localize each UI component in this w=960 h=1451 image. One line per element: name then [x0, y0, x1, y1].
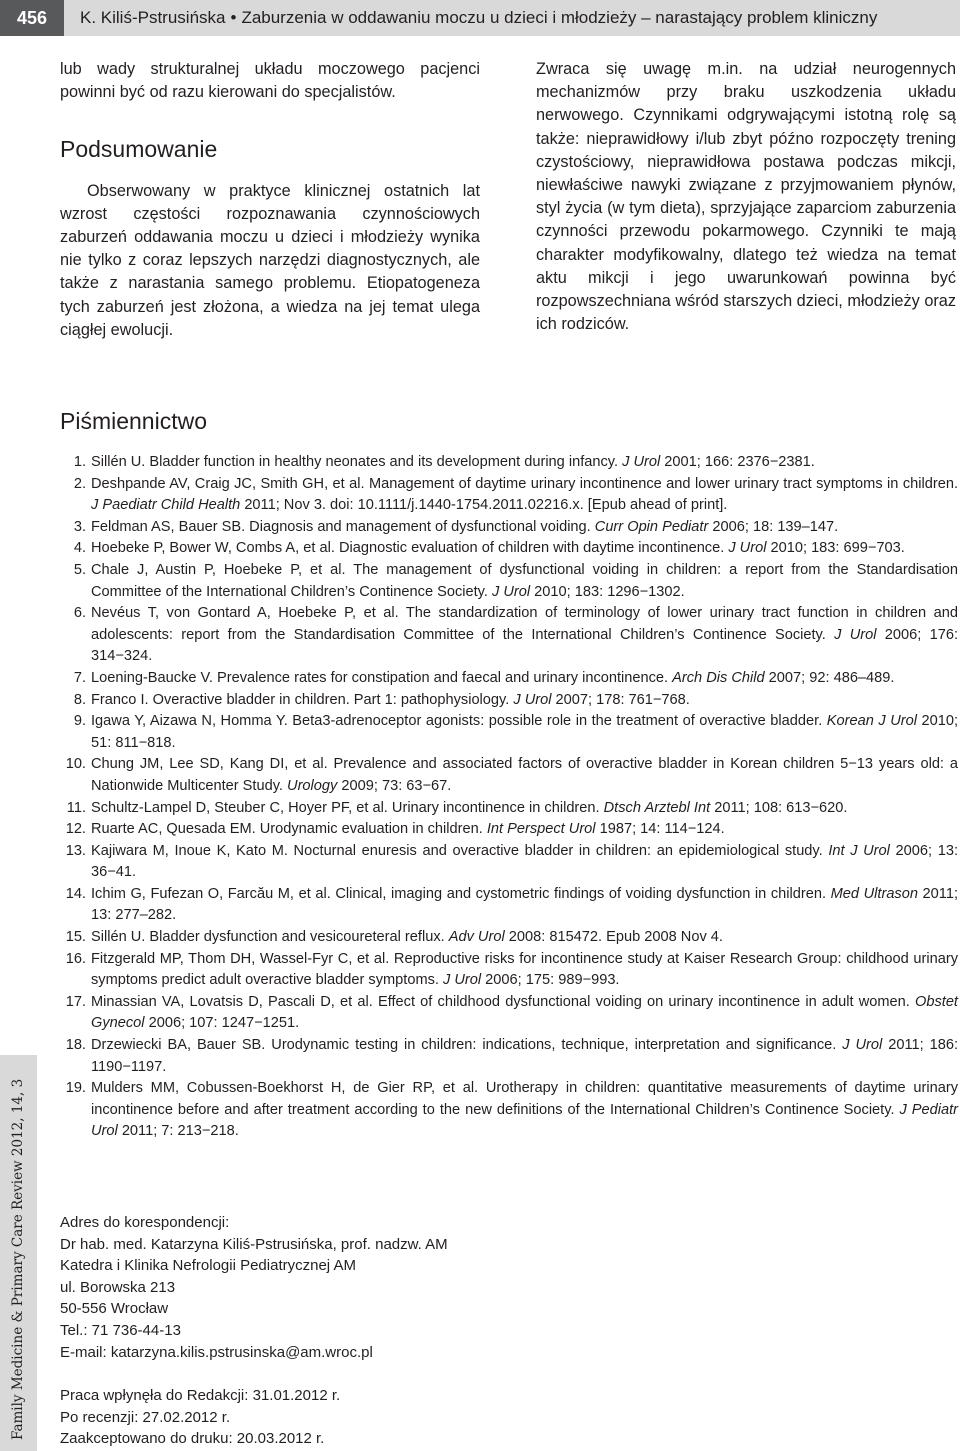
reference-citation: Sillén U. Bladder function in healthy neonates and its development during infancy.	[91, 454, 623, 470]
reference-number: 16.	[65, 950, 86, 967]
reference-journal: Arch Dis Child	[672, 669, 765, 686]
reference-citation: Loening-Baucke V. Prevalence rates for constipation and faecal and urinary incontinence.	[91, 669, 673, 686]
reference-details: 2011; 13: 277–282.	[91, 885, 958, 924]
reference-item	[60, 1078, 958, 1143]
reference-number: 14.	[65, 885, 86, 902]
running-head-bullet: •	[230, 8, 237, 27]
reference-text	[91, 560, 958, 603]
reference-journal: Korean J Urol	[826, 713, 917, 730]
reference-citation: Chale J, Austin P, Hoebeke P, et al. The management of dysfunctional voiding in children: a report from the Standardisation Committee of the International Children’s Continence Society.	[91, 561, 958, 600]
reference-citation: Schultz-Lampel D, Steuber C, Hoyer PF, et al. Urinary incontinence in children.	[91, 799, 604, 816]
left-column	[60, 58, 480, 342]
correspondence-line: 50-556 Wrocław	[60, 1300, 169, 1318]
summary-paragraph: Obserwowany w praktyce klinicznej ostatnich lat wzrost częstości rozpoznawania czynnościowych zaburzeń oddawania moczu u dzieci i młodzieży wynika nie tylko z coraz lepszych narzędzi diagnostycznych, ale także z narastania samego problemu. Etiopatogeneza tych zaburzeń jest złożona, a wiedza na jej temat ulega ciągłej ewolucji.	[60, 181, 480, 339]
running-head	[64, 0, 960, 36]
correspondence-line: Tel.: 71 736-44-13	[60, 1321, 181, 1339]
reference-details: 2009; 73: 63−67.	[337, 777, 452, 794]
reference-number: 17.	[65, 993, 86, 1010]
reference-journal: Int Perspect Urol	[486, 821, 596, 838]
reference-item	[60, 1035, 958, 1078]
reference-citation: Igawa Y, Aizawa N, Homma Y. Beta3-adrenoceptor agonists: possible role in the treatment of overactive bladder.	[91, 713, 827, 730]
references-heading: Piśmiennictwo	[60, 408, 207, 434]
summary-heading: Podsumowanie	[60, 136, 218, 163]
page-number: 456	[0, 0, 64, 36]
reference-item	[60, 841, 958, 884]
right-column	[536, 58, 956, 336]
reference-journal: Int J Urol	[828, 842, 890, 859]
reference-item	[60, 927, 958, 949]
reference-number: 15.	[65, 929, 86, 946]
reference-item	[60, 603, 958, 668]
reference-citation: Fitzgerald MP, Thom DH, Wassel-Fyr C, et al. Reproductive risks for incontinence study at Kaiser Research Group: childhood urinary symptoms predict adult overactive bladder symptoms.	[91, 950, 958, 989]
running-head-title: Zaburzenia w oddawaniu moczu u dzieci i młodzieży – narastający problem kliniczny	[241, 8, 878, 27]
reference-citation: Drzewiecki BA, Bauer SB. Urodynamic testing in children: indications, technique, interpretation and significance.	[91, 1037, 843, 1054]
reference-number: 9.	[73, 713, 86, 730]
reference-text	[91, 949, 958, 992]
correspondence-line: Dr hab. med. Katarzyna Kiliś-Pstrusińska, prof. nadzw. AM	[60, 1235, 448, 1253]
reference-text	[91, 992, 958, 1035]
correspondence-line: ul. Borowska 213	[60, 1278, 176, 1296]
date-line: Zaakceptowano do druku: 20.03.2012 r.	[60, 1430, 325, 1448]
reference-journal: Med Ultrason	[830, 885, 918, 902]
reference-details: 2011; Nov 3. doi: 10.1111/j.1440-1754.2011.02216.x. [Epub ahead of print].	[240, 497, 728, 514]
reference-citation: Mulders MM, Cobussen-Boekhorst H, de Gier RP, et al. Urotherapy in children: quantitative measurements of daytime urinary incontinence before and after treatment according to the new definitions of the International Children’s Continence Society.	[91, 1080, 958, 1118]
reference-details: 2010; 51: 811−818.	[91, 713, 958, 751]
reference-text	[91, 690, 958, 712]
correspondence-line: E-mail: katarzyna.kilis.pstrusinska@am.wroc.pl	[60, 1343, 373, 1361]
reference-details: 2007; 178: 761−768.	[551, 691, 690, 708]
reference-citation: Franco I. Overactive bladder in children. Part 1: pathophysiology.	[91, 691, 514, 708]
reference-text	[91, 668, 958, 690]
reference-item	[60, 474, 958, 517]
reference-number: 19.	[65, 1080, 86, 1097]
reference-details: 2010; 183: 699−703.	[766, 540, 905, 557]
reference-item	[60, 798, 958, 820]
reference-journal: J Urol	[842, 1037, 883, 1054]
reference-item	[60, 560, 958, 603]
reference-journal: J Urol	[443, 972, 482, 989]
date-line: Praca wpłynęła do Redakcji: 31.01.2012 r.	[60, 1387, 341, 1404]
reference-item	[60, 517, 958, 539]
correspondence-line: Katedra i Klinika Nefrologii Pediatrycznej AM	[60, 1257, 356, 1275]
reference-citation: Chung JM, Lee SD, Kang DI, et al. Prevalence and associated factors of overactive bladder in Korean children 5−13 years old: a Nationwide Multicenter Study.	[91, 756, 958, 794]
reference-journal: J Paediatr Child Health	[91, 497, 241, 514]
reference-citation: Feldman AS, Bauer SB. Diagnosis and management of dysfunctional voiding.	[91, 518, 595, 535]
reference-details: 2011; 7: 213−218.	[117, 1123, 239, 1140]
reference-text	[91, 1078, 958, 1143]
reference-journal: Adv Urol	[448, 929, 505, 946]
reference-number: 13.	[65, 842, 86, 859]
reference-item	[60, 819, 958, 841]
reference-number: 2.	[73, 475, 86, 492]
journal-sidebar-label: Family Medicine & Primary Care Review 2012, 14, 3	[10, 1078, 26, 1440]
references-list	[60, 452, 958, 1143]
reference-number: 11.	[66, 799, 86, 816]
intro-paragraph: lub wady strukturalnej układu moczowego pacjenci powinni być od razu kierowani do specjalistów.	[60, 60, 480, 102]
reference-details: 2006; 18: 139–147.	[708, 518, 839, 535]
reference-journal: Obstet Gynecol	[91, 993, 958, 1032]
reference-journal: J Pediatr Urol	[91, 1101, 959, 1140]
reference-journal: Curr Opin Pediatr	[594, 518, 709, 535]
reference-journal: J Urol	[513, 691, 552, 708]
reference-citation: Kajiwara M, Inoue K, Kato M. Nocturnal enuresis and overactive bladder in children: an epidemiological study.	[91, 842, 829, 859]
reference-details: 2010; 183: 1296−1302.	[530, 583, 685, 600]
reference-text	[91, 1035, 958, 1078]
reference-details: 2001; 166: 2376−2381.	[660, 454, 815, 470]
reference-details: 2008: 815472. Epub 2008 Nov 4.	[504, 929, 723, 946]
date-line: Po recenzji: 27.02.2012 r.	[60, 1408, 231, 1426]
reference-item	[60, 668, 958, 690]
correspondence-block	[60, 1212, 660, 1363]
reference-number: 6.	[73, 605, 86, 622]
reference-text	[91, 474, 958, 517]
reference-text	[91, 517, 958, 539]
reference-journal: J Urol	[728, 540, 767, 557]
reference-text	[91, 841, 958, 884]
reference-details: 2007; 92: 486–489.	[764, 669, 895, 686]
reference-details: 2006; 13: 36−41.	[91, 842, 958, 881]
reference-citation: Deshpande AV, Craig JC, Smith GH, et al. Management of daytime urinary incontinence and lower urinary tract symptoms in children.	[91, 475, 958, 492]
reference-number: 7.	[73, 669, 86, 686]
reference-item	[60, 711, 958, 754]
reference-details: 2006; 107: 1247−1251.	[144, 1015, 300, 1032]
reference-number: 12.	[65, 821, 86, 838]
reference-item	[60, 690, 958, 712]
reference-number: 18.	[65, 1037, 86, 1054]
reference-details: 2006; 175: 989−993.	[481, 972, 620, 989]
reference-item	[60, 538, 958, 560]
reference-text	[91, 819, 958, 841]
reference-journal: J Urol	[834, 626, 877, 643]
reference-details: 2011; 108: 613−620.	[710, 799, 848, 816]
reference-details: 1987; 14: 114−124.	[595, 821, 725, 838]
reference-details: 2006; 176: 314−324.	[91, 626, 958, 665]
reference-item	[60, 754, 958, 797]
reference-citation: Nevéus T, von Gontard A, Hoebeke P, et al. The standardization of terminology of lower urinary tract function in children and adolescents: report from the Standardisation Committee of the International Children’s Continence Society.	[91, 605, 958, 643]
reference-text	[91, 538, 958, 560]
reference-journal: J Urol	[492, 583, 531, 600]
reference-text	[91, 754, 958, 797]
reference-text	[91, 603, 958, 668]
reference-journal: J Urol	[622, 454, 661, 470]
right-paragraph: Zwraca się uwagę m.in. na udział neurogennych mechanizmów przy braku uszkodzenia układu nerwowego. Czynnikami odgrywającymi istotną rolę są także: nieprawidłowy i/lub zbyt późno rozpoczęty trening czystościowy, nieprawidłowa postawa podczas mikcji, niewłaściwe nawyki związane z przyjmowaniem płynów, styl życia (w tym dieta), sprzyjające zaparciom zaburzenia czynności przewodu pokarmowego. Czynniki te mają charakter modyfikowalny, dlatego też wiedza na temat aktu mikcji i jego uwarunkowań powinna być rozpowszechniana wśród starszych dzieci, młodzieży oraz ich rodziców.	[536, 60, 956, 334]
reference-citation: Minassian VA, Lovatsis D, Pascali D, et al. Effect of childhood dysfunctional voiding on urinary incontinence in adult women.	[91, 993, 915, 1010]
reference-number: 3.	[73, 518, 86, 535]
reference-number: 1.	[73, 454, 86, 470]
reference-journal: Urology	[287, 777, 338, 794]
reference-text	[91, 452, 958, 474]
reference-number: 4.	[73, 540, 86, 557]
dates-block	[60, 1385, 660, 1450]
reference-item	[60, 992, 958, 1035]
reference-item	[60, 452, 958, 474]
reference-item	[60, 884, 958, 927]
reference-text	[91, 711, 958, 754]
reference-citation: Ichim G, Fufezan O, Farcău M, et al. Clinical, imaging and cystometric findings of voiding dysfunction in children.	[91, 885, 831, 902]
reference-text	[91, 798, 958, 820]
reference-number: 8.	[73, 691, 86, 708]
reference-citation: Hoebeke P, Bower W, Combs A, et al. Diagnostic evaluation of children with daytime incontinence.	[91, 540, 729, 557]
reference-citation: Sillén U. Bladder dysfunction and vesicoureteral reflux.	[91, 929, 449, 946]
reference-text	[91, 884, 958, 927]
correspondence-line: Adres do korespondencji:	[60, 1214, 230, 1231]
running-head-author: K. Kiliś-Pstrusińska	[80, 8, 226, 27]
reference-item	[60, 949, 958, 992]
reference-number: 5.	[73, 561, 86, 578]
reference-journal: Dtsch Arztebl Int	[603, 799, 711, 816]
reference-number: 10.	[65, 756, 86, 773]
reference-citation: Ruarte AC, Quesada EM. Urodynamic evaluation in children.	[91, 821, 487, 838]
reference-details: 2011; 186: 1190−1197.	[91, 1037, 958, 1075]
reference-text	[91, 927, 958, 949]
